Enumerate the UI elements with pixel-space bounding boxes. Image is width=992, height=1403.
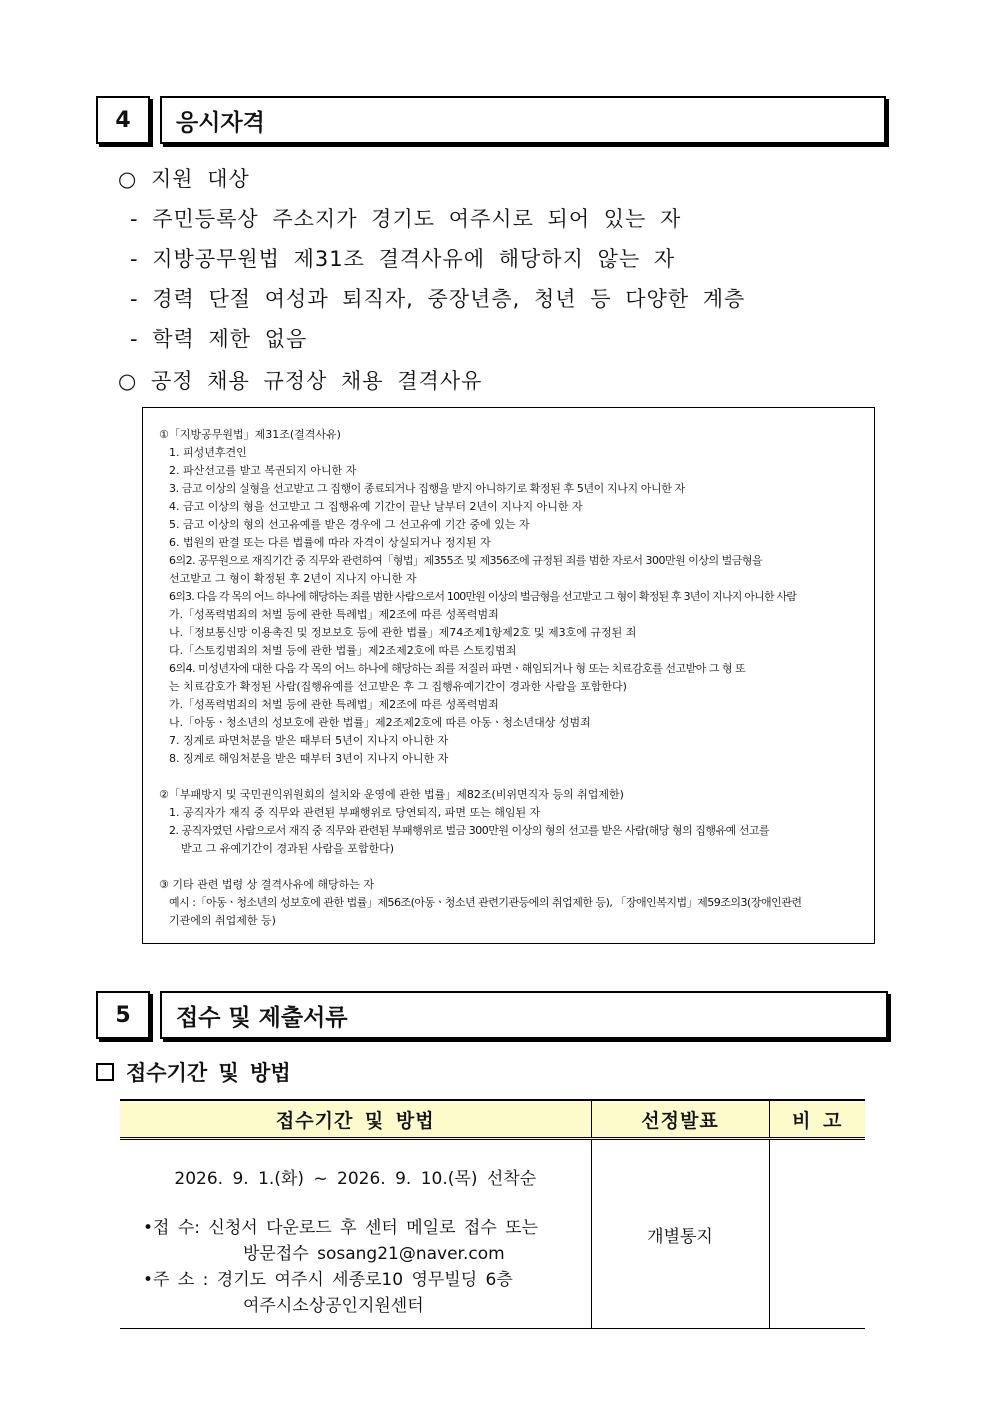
box-line: ①「지방공무원법」제31조(결격사유) bbox=[159, 428, 341, 441]
box-line: 6의4. 미성년자에 대한 다음 각 목의 어느 하나에 해당하는 죄를 저질러 파면ㆍ해임되거나 형 또는 치료감호를 선고받아 그 형 또 bbox=[169, 662, 746, 675]
section-number: 5 bbox=[96, 991, 150, 1039]
bullet-eligibility: ○ 지원 대상 bbox=[118, 167, 250, 191]
box-line: 5. 금고 이상의 형의 선고유예를 받은 경우에 그 선고유예 기간 중에 있는 자 bbox=[169, 518, 530, 531]
box-line: 6의3. 다음 각 목의 어느 하나에 해당하는 죄를 범한 사람으로서 100만원 이상의 벌금형을 선고받고 그 형이 확정된 후 3년이 지나지 아니한 사람 bbox=[169, 590, 797, 603]
list-item: - 경력 단절 여성과 퇴직자, 중장년층, 청년 등 다양한 계층 bbox=[130, 287, 746, 311]
section-number: 4 bbox=[96, 96, 150, 144]
box-line: 선고받고 그 형이 확정된 후 2년이 지나지 아니한 자 bbox=[169, 572, 417, 585]
period-cell: 2026. 9. 1.(화) ~ 2026. 9. 10.(목) 선착순 bbox=[174, 1168, 537, 1189]
subheading-text: 접수기간 및 방법 bbox=[126, 1061, 291, 1085]
box-line: 6의2. 공무원으로 재직기간 중 직무와 관련하여「형법」제355조 및 제356조에 규정된 죄를 범한 자로서 300만원 이상의 벌금형을 bbox=[169, 554, 763, 567]
note-cell bbox=[769, 1139, 865, 1329]
list-item: - 지방공무원법 제31조 결격사유에 해당하지 않는 자 bbox=[130, 247, 676, 271]
header-announce: 선정발표 bbox=[591, 1100, 769, 1139]
box-line: 다.「스토킹범죄의 처벌 등에 관한 법률」제2조제2호에 따른 스토킹범죄 bbox=[169, 644, 517, 657]
disqualification-box bbox=[142, 407, 875, 944]
box-line: 기관에의 취업제한 등) bbox=[169, 914, 276, 927]
box-line: 6. 법원의 판결 또는 다른 법률에 따라 자격이 상실되거나 정지된 자 bbox=[169, 536, 491, 549]
box-line: 2. 공직자였던 사람으로서 재직 중 직무와 관련된 부패행위로 벌금 300만원 이상의 형의 선고를 받은 사람(해당 형의 집행유예 선고를 bbox=[169, 824, 770, 837]
section-title: 접수 및 제출서류 bbox=[160, 991, 888, 1039]
box-line: ②「부패방지 및 국민권익위원회의 설치와 운영에 관한 법률」제82조(비위면직자 등의 취업제한) bbox=[159, 788, 624, 801]
box-line: 예시 :「아동ㆍ청소년의 성보호에 관한 법률」제56조(아동ㆍ청소년 관련기관등에의 취업제한 등), 「장애인복지법」제59조의3(장애인관련 bbox=[169, 896, 802, 909]
box-line: 나.「정보통신망 이용촉진 및 정보보호 등에 관한 법률」제74조제1항제2호 및 제3호에 규정된 죄 bbox=[169, 626, 637, 639]
list-item: - 주민등록상 주소지가 경기도 여주시로 되어 있는 자 bbox=[130, 207, 682, 231]
checkbox-square-icon bbox=[96, 1063, 114, 1081]
header-note: 비 고 bbox=[769, 1100, 865, 1139]
list-item: - 학력 제한 없음 bbox=[130, 327, 308, 351]
method-line: 여주시소상공인지원센터 bbox=[243, 1296, 424, 1316]
box-line: 받고 그 유예기간이 경과된 사람을 포함한다) bbox=[181, 842, 395, 855]
method-line: 방문접수 sosang21@naver.com bbox=[243, 1244, 505, 1264]
method-line: •주 소 : 경기도 여주시 세종로10 영무빌딩 6층 bbox=[143, 1270, 513, 1290]
announce-cell: 개별통지 bbox=[591, 1139, 769, 1329]
box-line: 8. 징계로 해임처분을 받은 때부터 3년이 지나지 아니한 자 bbox=[169, 752, 449, 765]
receipt-table bbox=[120, 1099, 865, 1329]
section-title: 응시자격 bbox=[160, 96, 886, 144]
method-line: •접 수: 신청서 다운로드 후 센터 메일로 접수 또는 bbox=[143, 1218, 539, 1238]
header-method: 접수기간 및 방법 bbox=[120, 1100, 591, 1139]
bullet-disqualification: ○ 공정 채용 규정상 채용 결격사유 bbox=[118, 369, 483, 393]
box-line: ③ 기타 관련 법령 상 결격사유에 해당하는 자 bbox=[159, 878, 374, 891]
box-line: 나.「아동ㆍ청소년의 성보호에 관한 법률」제2조제2호에 따른 아동ㆍ청소년대상 성범죄 bbox=[169, 716, 591, 729]
box-line: 가.「성폭력범죄의 처벌 등에 관한 특례법」제2조에 따른 성폭력범죄 bbox=[169, 698, 499, 711]
method-cell bbox=[120, 1212, 591, 1329]
box-line: 2. 파산선고를 받고 복권되지 아니한 자 bbox=[169, 464, 357, 477]
box-line: 는 치료감호가 확정된 사람(집행유예를 선고받은 후 그 집행유예기간이 경과한 사람을 포함한다) bbox=[169, 680, 627, 693]
subheading bbox=[96, 1057, 291, 1087]
box-line: 1. 피성년후견인 bbox=[169, 446, 247, 459]
box-line: 7. 징계로 파면처분을 받은 때부터 5년이 지나지 아니한 자 bbox=[169, 734, 449, 747]
box-line: 1. 공직자가 재직 중 직무와 관련된 부패행위로 당연퇴직, 파면 또는 해임된 자 bbox=[169, 806, 541, 819]
box-line: 3. 금고 이상의 실형을 선고받고 그 집행이 종료되거나 집행을 받지 아니하기로 확정된 후 5년이 지나지 아니한 자 bbox=[169, 482, 685, 495]
box-line: 가.「성폭력범죄의 처벌 등에 관한 특례법」제2조에 따른 성폭력범죄 bbox=[169, 608, 499, 621]
box-line: 4. 금고 이상의 형을 선고받고 그 집행유예 기간이 끝난 날부터 2년이 지나지 아니한 자 bbox=[169, 500, 583, 513]
